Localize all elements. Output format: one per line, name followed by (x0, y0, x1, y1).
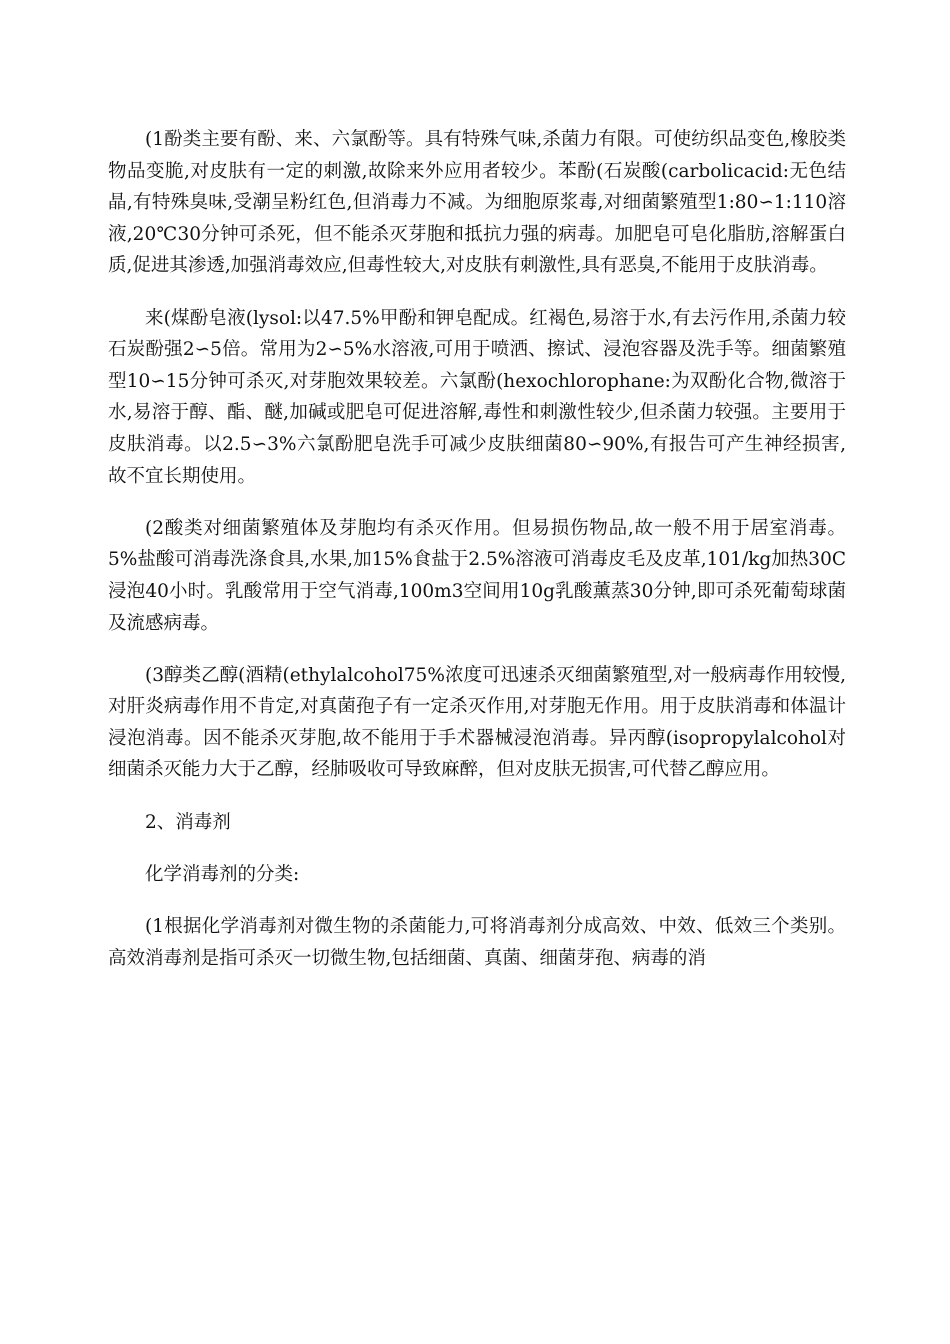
paragraph-phenols: (1酚类主要有酚、来、六氯酚等。具有特殊气味,杀菌力有限。可使纺织品变色,橡胶类物品变脆,对皮肤有一定的刺激,故除来外应用者较少。苯酚(石炭酸(carbolicacid:无色结晶,有特殊臭味,受潮呈粉红色,但消毒力不减。为细胞原浆毒,对细菌繁殖型1:80∽1:110溶液,20℃30分钟可杀死，但不能杀灭芽胞和抵抗力强的病毒。加肥皂可皂化脂肪,溶解蛋白质,促进其渗透,加强消毒效应,但毒性较大,对皮肤有刺激性,具有恶臭,不能用于皮肤消毒。 (108, 129, 846, 277)
document-body (108, 124, 846, 995)
paragraph-cresol-soap: 来(煤酚皂液(lysol:以47.5%甲酚和钾皂配成。红褐色,易溶于水,有去污作用,杀菌力较石炭酚强2∽5倍。常用为2∽5%水溶液,可用于喷洒、擦试、浸泡容器及洗手等。细菌繁殖型10∽15分钟可杀灭,对芽胞效果较差。六氯酚(hexochlorophane:为双酚化合物,微溶于水,易溶于醇、酯、醚,加碱或肥皂可促进溶解,毒性和刺激性较少,但杀菌力较强。主要用于皮肤消毒。以2.5∽3%六氯酚肥皂洗手可减少皮肤细菌80∽90%,有报告可产生神经损害,故不宜长期使用。 (108, 307, 846, 487)
paragraph-classification: (1根据化学消毒剂对微生物的杀菌能力,可将消毒剂分成高效、中效、低效三个类别。高效消毒剂是指可杀灭一切微生物,包括细菌、真菌、细菌芽孢、病毒的消 (108, 916, 846, 969)
paragraph-alcohols: (3醇类乙醇(酒精(ethylalcohol75%浓度可迅速杀灭细菌繁殖型,对一般病毒作用较慢,对肝炎病毒作用不肯定,对真菌孢子有一定杀灭作用,对芽胞无作用。用于皮肤消毒和体温计浸泡消毒。因不能杀灭芽胞,故不能用于手术器械浸泡消毒。异丙醇(isopropylalcohol对细菌杀灭能力大于乙醇，经肺吸收可导致麻醉，但对皮肤无损害,可代替乙醇应用。 (108, 664, 846, 781)
paragraph-acids: (2酸类对细菌繁殖体及芽胞均有杀灭作用。但易损伤物品,故一般不用于居室消毒。5%盐酸可消毒洗涤食具,水果,加15%食盐于2.5%溶液可消毒皮毛及皮革,101/kg加热30C浸泡40小时。乳酸常用于空气消毒,100m3空间用10g乳酸薰蒸30分钟,即可杀死葡萄球菌及流感病毒。 (108, 517, 846, 634)
section-heading-disinfectants: 2、消毒剂 (145, 811, 231, 833)
subheading-classification: 化学消毒剂的分类: (145, 863, 300, 885)
